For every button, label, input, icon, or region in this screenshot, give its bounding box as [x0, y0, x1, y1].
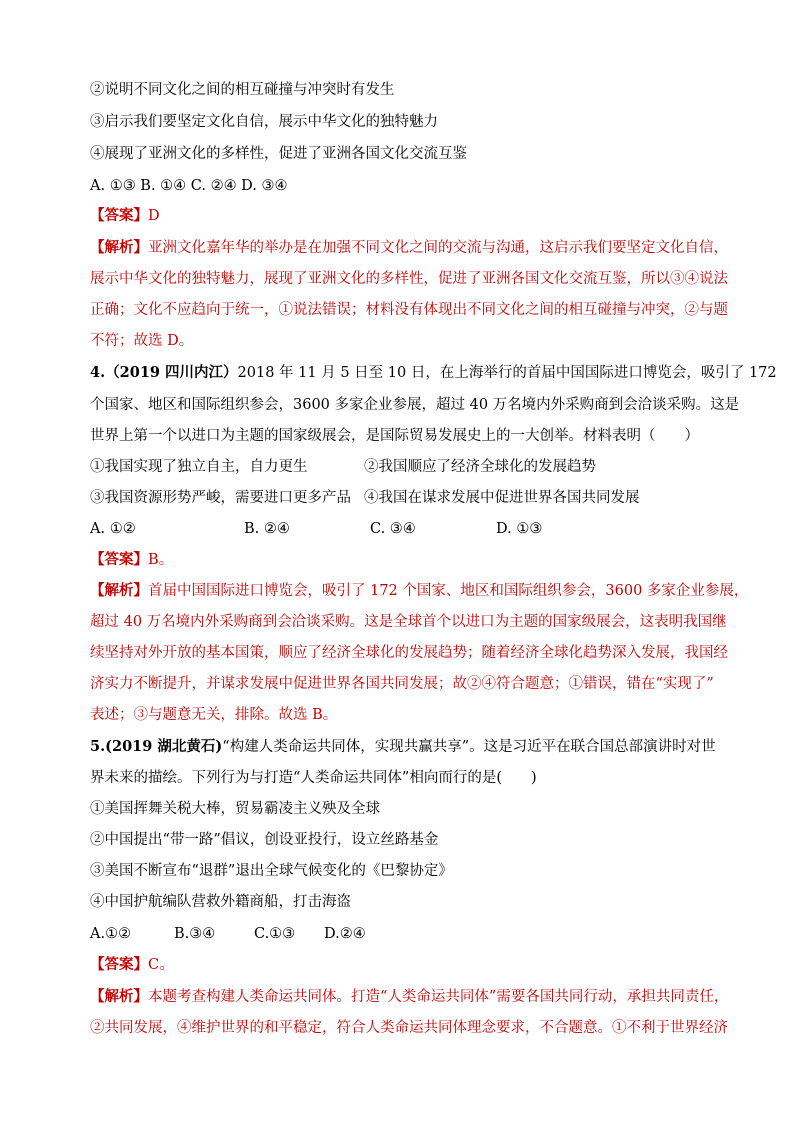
q5-options	[90, 924, 710, 944]
q4-analysis-line-5: 表述；③与题意无关，排除。故选 B。	[90, 707, 338, 723]
q4-stem-line-1	[90, 363, 777, 383]
q4-items-row-1	[90, 457, 710, 477]
question-stem: 2018 年 11 月 5 日至 10 日，在上海举行的首届中国国际进口博览会，吸引了 172	[237, 365, 777, 381]
question-stem: “构建人类命运共同体，实现共赢共享”。这是习近平在联合国总部演讲时对世	[222, 739, 716, 755]
q4-option-c: C. ③④	[370, 521, 416, 537]
analysis-tag: 【解析】	[90, 988, 148, 1005]
q4-stem-line-3: 世界上第一个以进口为主题的国家级展会，是国际贸易发展史上的一大创举。材料表明（ ）	[90, 428, 699, 444]
q3-item-3: ③启示我们要坚定文化自信，展示中华文化的独特魅力	[90, 114, 438, 130]
q5-answer	[90, 955, 710, 975]
q3-analysis-line-3: 正确；文化不应趋向于统一，①说法错误；材料没有体现出不同文化之间的相互碰撞与冲突，②与题	[90, 302, 728, 318]
q4-analysis-line-1	[90, 581, 749, 601]
q3-analysis-line-2: 展示中华文化的独特魅力，展现了亚洲文化的多样性，促进了亚洲各国文化交流互鉴，所以③④说法	[90, 271, 728, 287]
q4-analysis-line-3: 续坚持对外开放的基本国策，顺应了经济全球化的发展趋势；随着经济全球化趋势深入发展，我国经	[90, 645, 728, 661]
q5-analysis-line-1	[90, 987, 729, 1007]
q4-item-2: ②我国顺应了经济全球化的发展趋势	[364, 459, 596, 475]
answer-tag: 【答案】	[90, 551, 148, 568]
answer-value: D	[148, 208, 160, 224]
q5-stem-line-1	[90, 737, 716, 757]
q4-option-a: A. ①②	[90, 521, 136, 537]
q5-item-4: ④中国护航编队营救外籍商船，打击海盗	[90, 894, 351, 910]
q3-item-4: ④展现了亚洲文化的多样性，促进了亚洲各国文化交流互鉴	[90, 146, 467, 162]
q4-item-1: ①我国实现了独立自主，自力更生	[90, 459, 308, 475]
q4-analysis-line-2: 超过 40 万名境内外采购商到会洽谈采购。这是全球首个以进口为主题的国家级展会，这表明我国继	[90, 614, 727, 630]
question-number: 4.	[90, 364, 106, 381]
q5-option-d: D.②④	[324, 926, 366, 942]
q4-item-4: ④我国在谋求发展中促进世界各国共同发展	[364, 490, 640, 506]
q3-analysis-line-1	[90, 238, 728, 258]
q5-analysis-line-2: ②共同发展，④维护世界的和平稳定，符合人类命运共同体理念要求，不合题意。①不利于世界经济	[90, 1020, 728, 1036]
question-number: 5.	[90, 738, 106, 755]
question-source: (2019 湖北黄石)	[105, 738, 223, 755]
q4-items-row-2	[90, 488, 710, 508]
q3-options: A. ①③ B. ①④ C. ②④ D. ③④	[90, 178, 288, 194]
q5-item-1: ①美国挥舞关税大棒，贸易霸凌主义殃及全球	[90, 801, 380, 817]
q4-item-3: ③我国资源形势严峻，需要进口更多产品	[90, 490, 351, 506]
analysis-tag: 【解析】	[90, 582, 148, 599]
answer-value: B。	[148, 552, 174, 568]
q5-option-a: A.①②	[90, 926, 132, 942]
q3-answer	[90, 206, 710, 226]
q3-analysis-line-4: 不符；故选 D。	[90, 333, 194, 349]
q4-answer	[90, 550, 710, 570]
analysis-text: 亚洲文化嘉年华的举办是在加强不同文化之间的交流与沟通，这启示我们要坚定文化自信，	[148, 240, 728, 256]
q5-option-c: C.①③	[254, 926, 296, 942]
q5-item-2: ②中国提出“带一路”倡议，创设亚投行，设立丝路基金	[90, 832, 439, 848]
q4-options	[90, 519, 710, 539]
answer-value: C。	[148, 957, 174, 973]
q5-item-3: ③美国不断宣布“退群”退出全球气候变化的《巴黎协定》	[90, 863, 453, 879]
answer-tag: 【答案】	[90, 207, 148, 224]
q5-option-b: B.③④	[174, 926, 216, 942]
q3-item-2: ②说明不同文化之间的相互碰撞与冲突时有发生	[90, 82, 395, 98]
analysis-tag: 【解析】	[90, 239, 148, 256]
q4-option-d: D. ①③	[496, 521, 543, 537]
q4-analysis-line-4: 济实力不断提升，并谋求发展中促进世界各国共同发展；故②④符合题意；①错误，错在“实现了”	[90, 676, 714, 692]
question-source: （2019 四川内江）	[105, 364, 238, 381]
q4-stem-line-2: 个国家、地区和国际组织参会，3600 多家企业参展，超过 40 万名境内外采购商到会洽谈采购。这是	[90, 397, 740, 413]
analysis-text: 首届中国国际进口博览会，吸引了 172 个国家、地区和国际组织参会，3600 多家企业参展，	[148, 583, 749, 599]
q4-option-b: B. ②④	[244, 521, 290, 537]
analysis-text: 本题考查构建人类命运共同体。打造“人类命运共同体”需要各国共同行动，承担共同责任，	[148, 989, 729, 1005]
q5-stem-line-2: 界未来的描绘。下列行为与打造“人类命运共同体”相向而行的是( )	[90, 770, 537, 786]
answer-tag: 【答案】	[90, 956, 148, 973]
